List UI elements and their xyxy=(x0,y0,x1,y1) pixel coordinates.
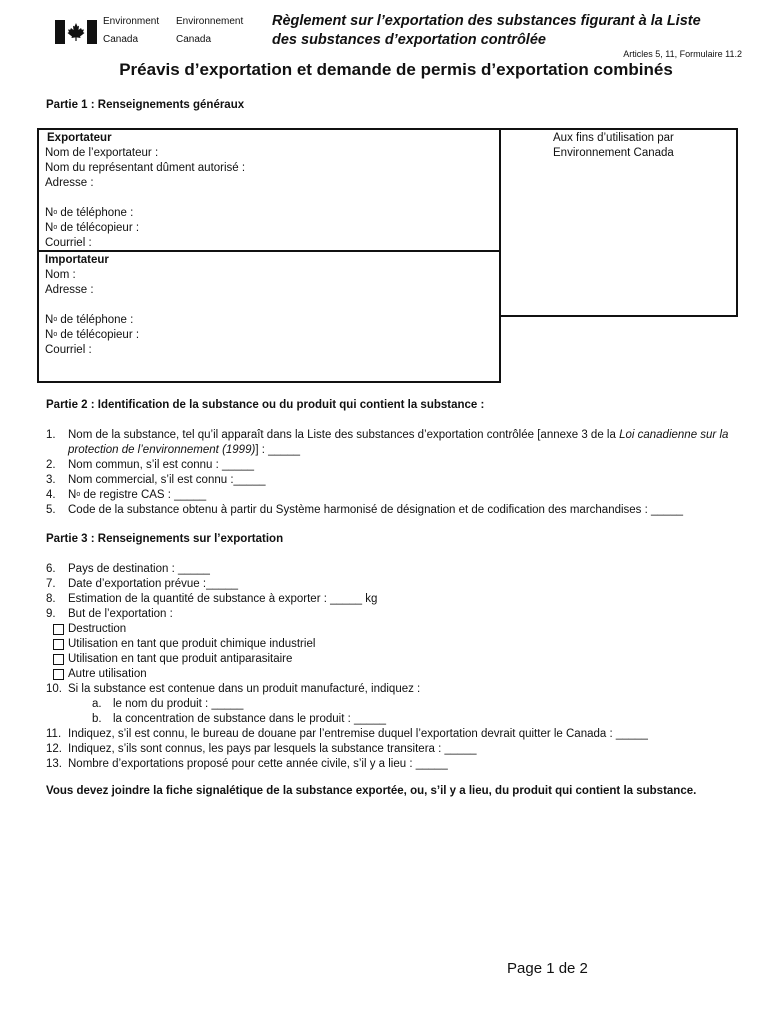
exporter-name-field[interactable]: Nom de l’exportateur : xyxy=(45,147,159,159)
substance-name-field[interactable] xyxy=(68,428,746,458)
exporter-email-field[interactable]: Courriel : xyxy=(45,237,92,249)
subitem-letter: a. xyxy=(92,698,102,710)
common-name-field[interactable]: Nom commun, s’il est connu : _____ xyxy=(68,459,255,471)
official-use-line2: Environnement Canada xyxy=(553,147,674,159)
importer-fax-n: N xyxy=(45,329,54,341)
checkbox-label: Destruction xyxy=(68,623,127,635)
department-english xyxy=(103,13,159,49)
subitem-letter: b. xyxy=(92,713,102,725)
part2-heading: Partie 2 : Identification de la substance ou du produit qui contient la substance : xyxy=(46,399,485,411)
checkbox-icon[interactable] xyxy=(53,669,64,680)
list-subitem xyxy=(46,697,746,712)
checkbox-icon[interactable] xyxy=(53,624,64,635)
part2-list xyxy=(46,428,746,518)
item-number: 3. xyxy=(46,474,56,486)
list-item xyxy=(46,488,746,503)
department-french xyxy=(176,13,243,49)
item-number: 7. xyxy=(46,578,56,590)
list-item xyxy=(46,577,746,592)
exporter-rep-field[interactable]: Nom du représentant dûment autorisé : xyxy=(45,162,246,174)
page-title: Préavis d’exportation et demande de permis d’exportation combinés xyxy=(119,60,673,79)
cas-n: N xyxy=(68,489,77,501)
dept-fr-line2: Canada xyxy=(176,34,212,45)
exporter-fax-field[interactable] xyxy=(45,221,493,236)
exporter-phone-n: N xyxy=(45,207,54,219)
substance-name-law: Loi canadienne sur la protection de l’environnement (1999) xyxy=(68,429,729,456)
hs-code-field[interactable]: Code de la substance obtenu à partir du Système harmonisé de désignation et de codification des marchandises : _____ xyxy=(68,504,683,516)
exporter-phone-field[interactable] xyxy=(45,206,493,221)
importer-address-field[interactable]: Adresse : xyxy=(45,284,94,296)
cas-label: de registre CAS : _____ xyxy=(80,489,207,501)
item-number: 4. xyxy=(46,489,56,501)
msds-note: Vous devez joindre la fiche signalétique de la substance exportée, ou, s’il y a lieu, du produit qui contient la substance. xyxy=(46,785,697,797)
official-use-box xyxy=(499,128,738,317)
importer-fax-label: de télécopieur : xyxy=(57,329,140,341)
list-item xyxy=(46,473,746,488)
item-number: 12. xyxy=(46,743,62,755)
exporter-phone-label: de téléphone : xyxy=(57,207,134,219)
list-item xyxy=(46,607,746,622)
customs-office-field[interactable]: Indiquez, s’il est connu, le bureau de douane par l’entremise duquel l’exportation devrait quitter le Canada : _____ xyxy=(68,728,648,740)
page-number: Page 1 de 2 xyxy=(507,960,588,977)
item-number: 9. xyxy=(46,608,56,620)
trade-name-field[interactable]: Nom commercial, s’il est connu :_____ xyxy=(68,474,266,486)
importer-phone-field[interactable] xyxy=(45,313,493,328)
cas-sup: o xyxy=(76,491,81,498)
exporter-title: Exportateur xyxy=(47,132,112,144)
exporter-box xyxy=(37,128,501,252)
exporter-fax-sup: o xyxy=(53,224,58,231)
part3-heading: Partie 3 : Renseignements sur l’exportation xyxy=(46,533,284,545)
importer-title: Importateur xyxy=(45,254,109,266)
checkbox-pesticide[interactable] xyxy=(46,652,746,667)
product-name-field[interactable]: le nom du produit : _____ xyxy=(113,698,244,710)
item-number: 11. xyxy=(46,728,62,740)
list-item xyxy=(46,503,746,518)
exporter-fax-n: N xyxy=(45,222,54,234)
exporter-address-field[interactable]: Adresse : xyxy=(45,177,94,189)
substance-name-label-b: ] : _____ xyxy=(255,444,301,456)
cas-number-field[interactable] xyxy=(68,488,206,503)
importer-phone-n: N xyxy=(45,314,54,326)
export-count-field[interactable]: Nombre d’exportations proposé pour cette année civile, s’il y a lieu : _____ xyxy=(68,758,448,770)
part3-list xyxy=(46,562,746,772)
importer-name-field[interactable]: Nom : xyxy=(45,269,76,281)
list-item xyxy=(46,458,746,473)
quantity-field[interactable]: Estimation de la quantité de substance à exporter : _____ kg xyxy=(68,593,378,605)
export-purpose-label: But de l’exportation : xyxy=(68,608,173,620)
dept-en-line2: Canada xyxy=(103,34,139,45)
articles-reference: Articles 5, 11, Formulaire 11.2 xyxy=(623,49,742,59)
manufactured-product-label: Si la substance est contenue dans un produit manufacturé, indiquez : xyxy=(68,683,421,695)
substance-name-label-a: Nom de la substance, tel qu’il apparaît dans la Liste des substances d’exportation contrôlée [annexe 3 de la xyxy=(68,429,620,441)
regulation-title xyxy=(272,12,742,50)
checkbox-industrial-chemical[interactable] xyxy=(46,637,746,652)
importer-fax-sup: o xyxy=(53,331,58,338)
list-item xyxy=(46,562,746,577)
regulation-title-line1: Règlement sur l’exportation des substances figurant à la Liste xyxy=(272,13,701,29)
importer-box xyxy=(37,250,501,383)
official-use-line1: Aux fins d’utilisation par xyxy=(553,132,674,144)
list-item xyxy=(46,757,746,772)
checkbox-icon[interactable] xyxy=(53,654,64,665)
exporter-phone-sup: o xyxy=(53,209,58,216)
item-number: 1. xyxy=(46,429,56,441)
checkbox-icon[interactable] xyxy=(53,639,64,650)
list-item xyxy=(46,682,746,697)
checkbox-label: Utilisation en tant que produit chimique industriel xyxy=(68,638,316,650)
dept-en-line1: Environment xyxy=(103,16,160,27)
checkbox-label: Utilisation en tant que produit antiparasitaire xyxy=(68,653,293,665)
list-subitem xyxy=(46,712,746,727)
checkbox-other-use[interactable] xyxy=(46,667,746,682)
list-item xyxy=(46,727,746,742)
exporter-fax-label: de télécopieur : xyxy=(57,222,140,234)
dept-fr-line1: Environnement xyxy=(176,16,244,27)
importer-fax-field[interactable] xyxy=(45,328,493,343)
destination-country-field[interactable]: Pays de destination : _____ xyxy=(68,563,210,575)
part1-heading: Partie 1 : Renseignements généraux xyxy=(46,99,245,111)
regulation-title-line2: des substances d’exportation contrôlée xyxy=(272,32,546,48)
item-number: 2. xyxy=(46,459,56,471)
maple-leaf-icon xyxy=(66,22,86,42)
item-number: 6. xyxy=(46,563,56,575)
list-item xyxy=(46,592,746,607)
canada-flag-logo xyxy=(55,20,97,44)
checkbox-destruction[interactable] xyxy=(46,622,746,637)
item-number: 10. xyxy=(46,683,62,695)
importer-email-field[interactable]: Courriel : xyxy=(45,344,92,356)
checkbox-label: Autre utilisation xyxy=(68,668,147,680)
transit-countries-field[interactable]: Indiquez, s’ils sont connus, les pays par lesquels la substance transitera : _____ xyxy=(68,743,477,755)
list-item xyxy=(46,428,746,458)
item-number: 5. xyxy=(46,504,56,516)
concentration-field[interactable]: la concentration de substance dans le produit : _____ xyxy=(113,713,386,725)
item-number: 13. xyxy=(46,758,62,770)
importer-phone-sup: o xyxy=(53,316,58,323)
importer-phone-label: de téléphone : xyxy=(57,314,134,326)
list-item xyxy=(46,742,746,757)
export-date-field[interactable]: Date d’exportation prévue :_____ xyxy=(68,578,239,590)
item-number: 8. xyxy=(46,593,56,605)
